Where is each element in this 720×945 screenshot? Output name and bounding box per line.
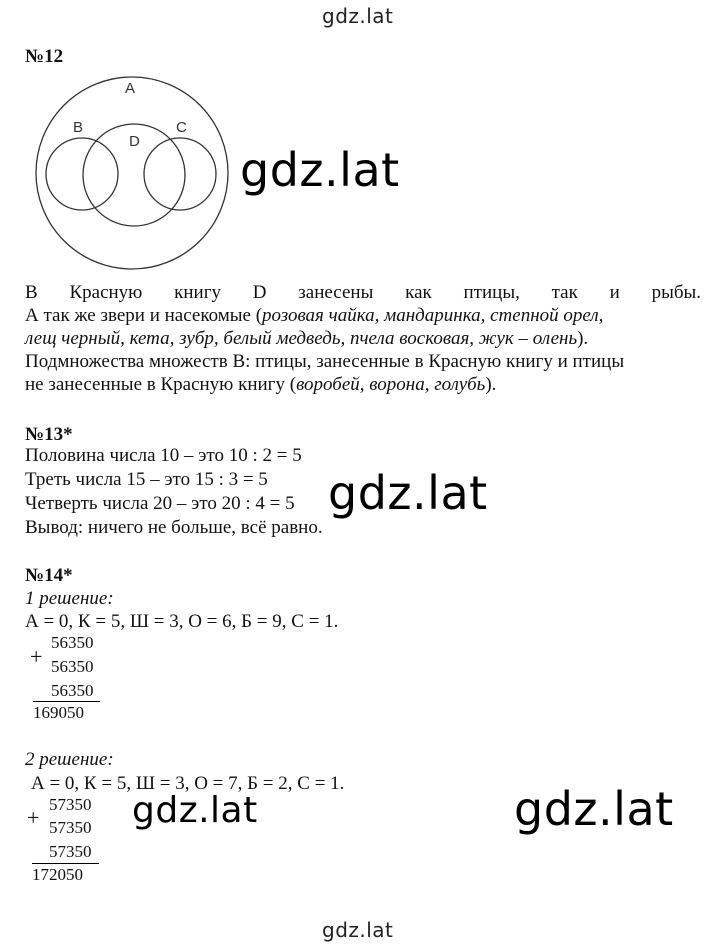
solution-1-assignment: А = 0, К = 5, Ш = 3, О = 6, Б = 9, С = 1. — [25, 611, 339, 632]
task-14-title: №14* — [25, 565, 73, 586]
task-12-line-3 — [25, 327, 588, 350]
task-12-line-4: Подмножества множеств В: птицы, занесенные в Красную книгу и птицы — [25, 351, 625, 372]
watermark: gdz.lat — [514, 782, 674, 836]
task-13-line-1: Половина числа 10 – это 10 : 2 = 5 — [25, 445, 302, 466]
venn-diagram — [28, 74, 238, 274]
solution-1-addend-3: 56350 — [51, 681, 94, 700]
species-list: розовая чайка, мандаринка, степной орел, — [262, 305, 604, 326]
footer-site-name: gdz.lat — [322, 918, 394, 942]
solution-2-addend-1: 57350 — [49, 795, 92, 814]
solution-1-plus-sign: + — [30, 644, 43, 669]
venn-label-c: C — [176, 119, 187, 136]
task-13-line-4: Вывод: ничего не больше, всё равно. — [25, 517, 323, 538]
solution-1-sum-line — [33, 701, 100, 702]
solution-2-sum: 172050 — [32, 865, 83, 884]
solution-2-assignment: А = 0, К = 5, Ш = 3, О = 7, Б = 2, С = 1. — [31, 773, 345, 794]
species-list: воробей, ворона, голубь — [296, 374, 486, 395]
text-prefix: не занесенные в Красную книгу ( — [25, 374, 297, 395]
venn-label-b: B — [73, 119, 84, 136]
task-12-line-1 — [25, 281, 701, 304]
venn-circle-a — [36, 77, 228, 269]
solution-2-plus-sign: + — [27, 805, 40, 830]
solution-2-addend-2: 57350 — [49, 818, 92, 837]
venn-circle-b — [46, 138, 118, 210]
text-suffix: ). — [485, 374, 497, 395]
task-12-line-2 — [25, 304, 603, 327]
task-12-title: №12 — [25, 46, 64, 67]
word: книгу D занесены — [174, 282, 374, 303]
solution-2-addend-3: 57350 — [49, 842, 92, 861]
task-12-line-5 — [25, 373, 496, 396]
solution-2-label: 2 решение: — [25, 749, 114, 770]
solution-1-addend-2: 56350 — [51, 657, 94, 676]
solution-1-label: 1 решение: — [25, 588, 114, 609]
word: и — [609, 282, 620, 303]
solution-1-addend-1: 56350 — [51, 633, 94, 652]
solution-2-sum-line — [32, 863, 99, 864]
word: рыбы. — [651, 282, 702, 303]
text-suffix: ). — [577, 328, 589, 349]
word: птицы, — [463, 282, 520, 303]
watermark: gdz.lat — [328, 466, 488, 520]
word: так — [551, 282, 578, 303]
watermark: gdz.lat — [240, 143, 400, 197]
venn-label-a: A — [125, 80, 136, 97]
word: Красную — [69, 282, 143, 303]
species-list: лещ черный, кета, зубр, белый медведь, пчела восковая, жук – олень — [25, 328, 578, 349]
text-prefix: А так же звери и насекомые ( — [25, 305, 263, 326]
word: В — [25, 282, 38, 303]
solution-1-sum: 169050 — [33, 703, 84, 722]
task-13-title: №13* — [25, 424, 73, 445]
venn-label-d: D — [129, 133, 140, 150]
venn-circle-c — [144, 138, 216, 210]
header-site-name: gdz.lat — [322, 4, 394, 28]
watermark: gdz.lat — [132, 790, 258, 831]
word: как — [405, 282, 432, 303]
task-13-line-2: Треть числа 15 – это 15 : 3 = 5 — [25, 469, 268, 490]
task-13-line-3: Четверть числа 20 – это 20 : 4 = 5 — [25, 493, 295, 514]
